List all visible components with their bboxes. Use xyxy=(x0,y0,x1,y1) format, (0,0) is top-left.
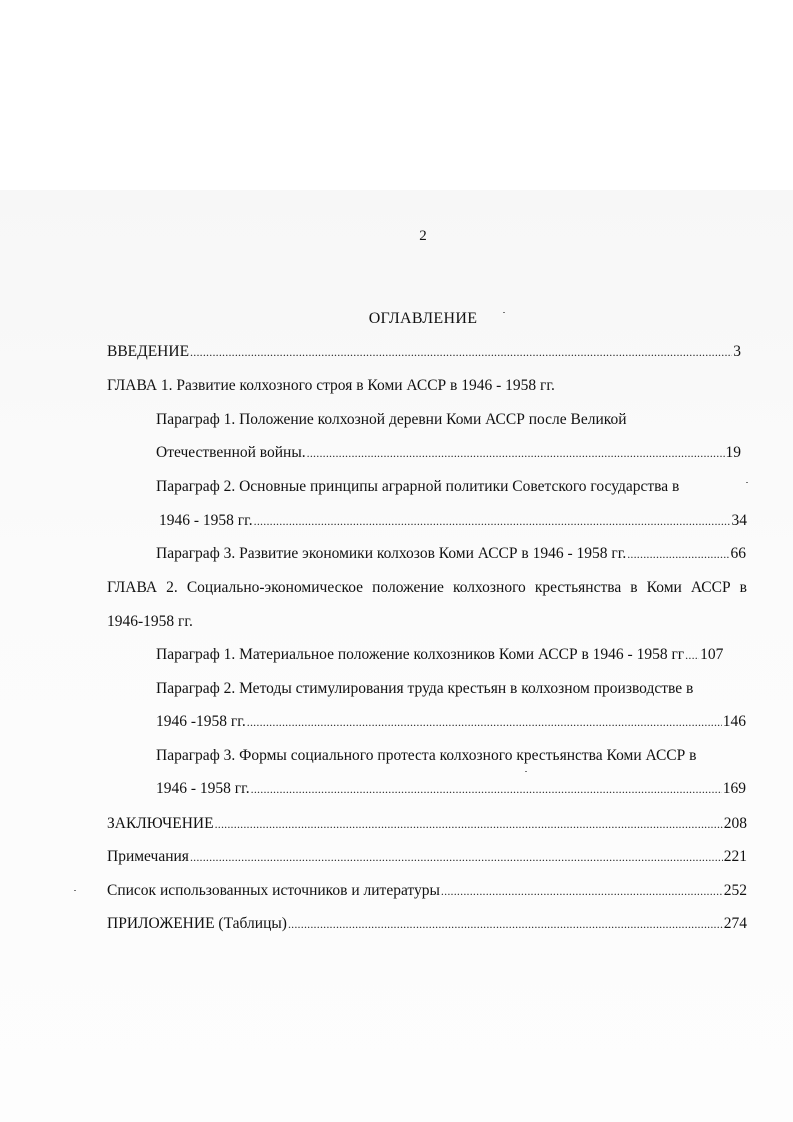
toc-entry-page: 107 xyxy=(700,646,724,663)
toc-entry-page: 252 xyxy=(723,882,747,899)
leader-dots xyxy=(251,782,722,797)
toc-entry-label: ПРИЛОЖЕНИЕ (Таблицы) xyxy=(107,915,287,932)
scan-speck xyxy=(525,771,527,772)
toc-chapter2-title-line1[interactable]: ГЛАВА 2. Социально-экономическое положение колхозного крестьянства в Коми АССР в xyxy=(107,579,747,596)
toc-chapter2-title-line2[interactable]: 1946-1958 гг. xyxy=(107,613,193,630)
toc-entry-page: 34 xyxy=(731,512,747,529)
leader-dots xyxy=(190,850,723,865)
leader-dots xyxy=(247,715,722,730)
toc-entry-label: 1946 - 1958 гг. xyxy=(156,780,250,797)
toc-entry-page: 19 xyxy=(725,444,741,461)
toc-entry-sources[interactable] xyxy=(107,882,747,904)
toc-entry-page: 274 xyxy=(723,915,747,932)
toc-ch2-p2-line2[interactable] xyxy=(156,713,746,735)
scan-speck xyxy=(746,482,748,483)
leader-dots xyxy=(215,817,723,832)
toc-entry-intro[interactable] xyxy=(107,343,741,365)
leader-dots xyxy=(254,514,731,529)
leader-dots xyxy=(441,884,723,899)
leader-dots xyxy=(190,345,732,360)
leader-dots xyxy=(627,547,729,562)
scan-speck xyxy=(503,312,505,313)
scan-speck xyxy=(74,890,76,891)
page-number: 2 xyxy=(419,228,427,244)
toc-entry-label: ВВЕДЕНИЕ xyxy=(107,343,190,360)
toc-entry-notes[interactable] xyxy=(107,848,747,870)
toc-entry-label: Отечественной войны. xyxy=(156,444,306,461)
toc-ch1-p2-line1[interactable]: Параграф 2. Основные принципы аграрной политики Советского государства в xyxy=(156,478,680,495)
toc-entry-label: Список использованных источников и литературы xyxy=(107,882,440,899)
toc-ch1-p3[interactable] xyxy=(156,545,746,567)
toc-entry-page: 169 xyxy=(722,780,746,797)
toc-ch1-p1-line1[interactable]: Параграф 1. Положение колхозной деревни Коми АССР после Великой xyxy=(156,411,627,428)
page-margin-top xyxy=(0,0,793,190)
toc-ch2-p1[interactable] xyxy=(156,646,741,668)
toc-title: ОГЛАВЛЕНИЕ xyxy=(368,310,478,327)
toc-ch2-p3-line2[interactable] xyxy=(156,780,746,802)
toc-entry-label: ЗАКЛЮЧЕНИЕ xyxy=(107,815,214,832)
toc-entry-page: 146 xyxy=(722,713,746,730)
toc-entry-page: 221 xyxy=(723,848,747,865)
toc-entry-label: Параграф 1. Материальное положение колхозников Коми АССР в 1946 - 1958 гг xyxy=(156,646,685,663)
leader-dots xyxy=(288,917,723,932)
toc-entry-page: 208 xyxy=(723,815,747,832)
toc-chapter1-title[interactable]: ГЛАВА 1. Развитие колхозного строя в Коми АССР в 1946 - 1958 гг. xyxy=(107,377,555,394)
toc-entry-conclusion[interactable] xyxy=(107,815,747,837)
toc-entry-page: 66 xyxy=(730,545,746,562)
toc-ch1-p1-line2[interactable] xyxy=(156,444,741,466)
toc-entry-label: 1946 - 1958 гг. xyxy=(159,512,253,529)
leader-dots xyxy=(685,648,699,663)
toc-ch2-p2-line1[interactable]: Параграф 2. Методы стимулирования труда крестьян в колхозном производстве в xyxy=(156,680,694,697)
toc-ch2-p3-line1[interactable]: Параграф 3. Формы социального протеста колхозного крестьянства Коми АССР в xyxy=(156,747,697,764)
toc-entry-label: 1946 -1958 гг. xyxy=(156,713,246,730)
toc-entry-label: Примечания xyxy=(107,848,189,865)
toc-entry-appendix[interactable] xyxy=(107,915,747,937)
leader-dots xyxy=(307,446,725,461)
toc-ch1-p2-line2[interactable] xyxy=(159,512,747,534)
toc-entry-label: Параграф 3. Развитие экономики колхозов Коми АССР в 1946 - 1958 гг. xyxy=(156,545,627,562)
toc-entry-page: 3 xyxy=(733,343,741,360)
